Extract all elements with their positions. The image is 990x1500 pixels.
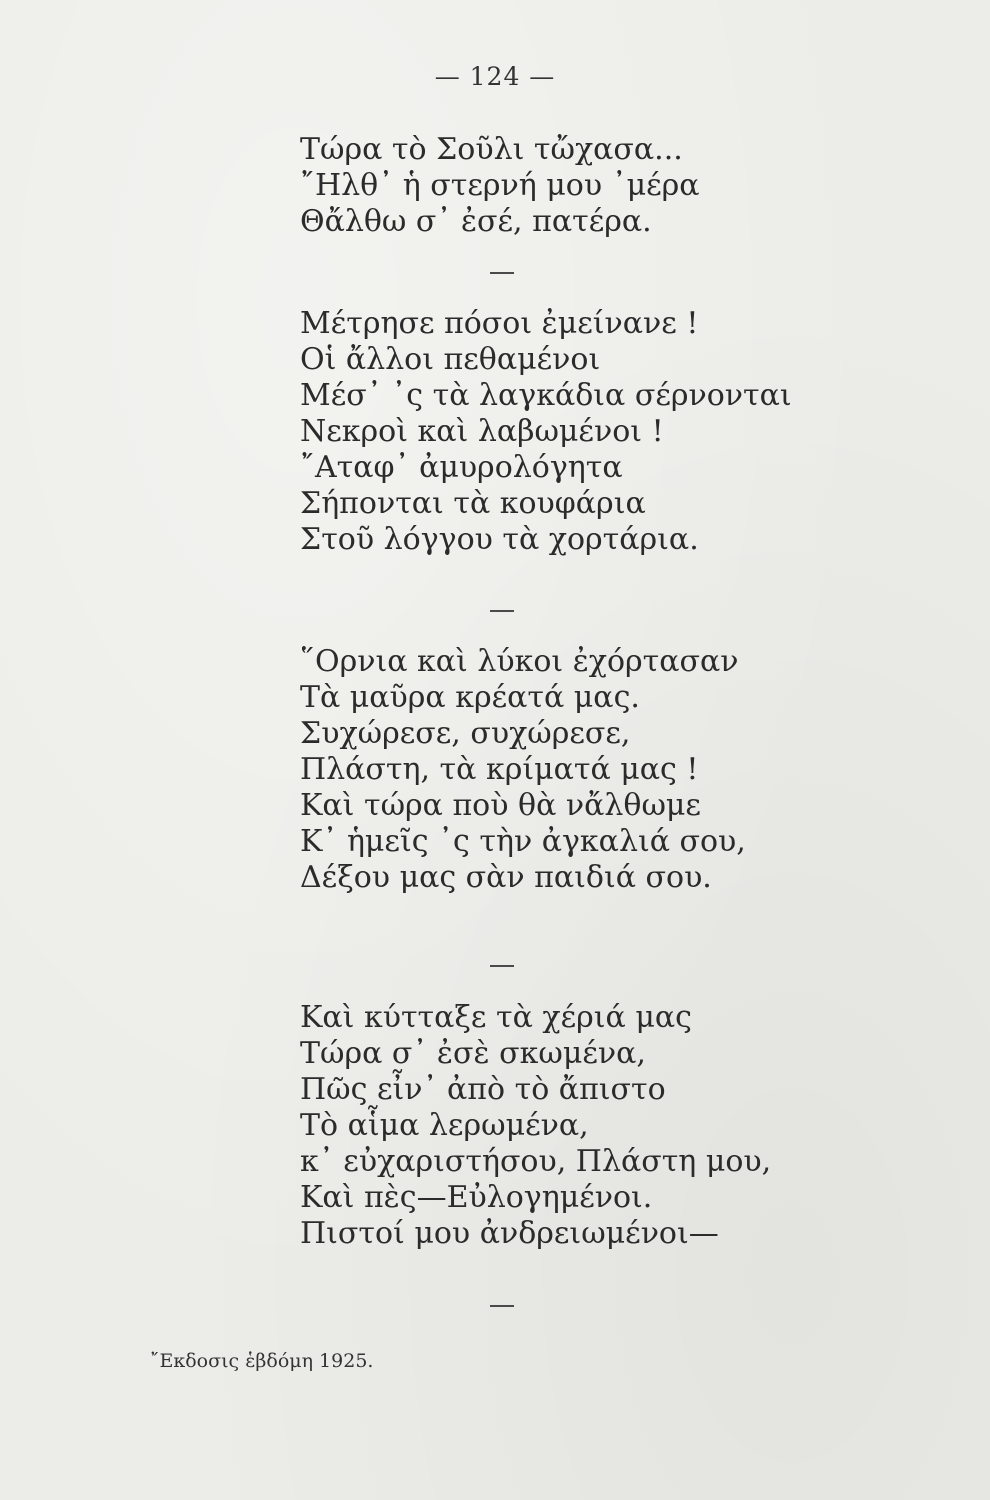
poem-line: Θἄλθω σ᾿ ἐσέ, πατέρα.	[300, 204, 652, 239]
poem-line: Κ᾿ ἡμεῖς ᾿ς τὴν ἀγκαλιά σου,	[300, 824, 746, 859]
poem-line: ῞Ορνια καὶ λύκοι ἐχόρτασαν	[300, 644, 739, 679]
poem-line: Πῶς εἶν᾿ ἀπὸ τὸ ἄπιστο	[300, 1072, 666, 1107]
poem-line: Νεκροὶ καὶ λαβωμένοι !	[300, 414, 664, 449]
stanza-2	[300, 306, 940, 558]
poem-line: Οἱ ἄλλοι πεθαμένοι	[300, 342, 601, 377]
poem-line: Πλάστη, τὰ κρίματά μας !	[300, 752, 699, 787]
stanza-separator	[490, 610, 514, 612]
stanza-1	[300, 132, 940, 240]
poem-line: Τὰ μαῦρα κρέατά μας.	[300, 680, 640, 715]
poem-line: Τώρα τὸ Σοῦλι τὤχασα...	[300, 132, 683, 167]
page-number: — 124 —	[434, 62, 556, 91]
stanza-4	[300, 1000, 940, 1252]
poem-line: Καὶ τώρα ποὺ θὰ νἄλθωμε	[300, 788, 701, 823]
poem-line: ῎Ηλθ᾿ ἡ στερνή μου ᾿μέρα	[300, 168, 700, 203]
stanza-3	[300, 644, 940, 896]
poem-line: Μέσ᾿ ᾿ς τὰ λαγκάδια σέρνονται	[300, 378, 792, 413]
stanza-separator	[490, 1305, 514, 1307]
poem-line: Τώρα σ᾿ ἐσὲ σκωμένα,	[300, 1036, 646, 1071]
poem-line: Πιστοί μου ἀνδρειωμένοι—	[300, 1216, 719, 1251]
poem-line: Μέτρησε πόσοι ἐμείνανε !	[300, 306, 699, 341]
stanza-separator	[490, 965, 514, 967]
edition-footnote: ῎Εκδοσις ἑβδόμη 1925.	[150, 1350, 374, 1372]
poem-line: Δέξου μας σὰν παιδιά σου.	[300, 860, 712, 895]
poem-line: Συχώρεσε, συχώρεσε,	[300, 716, 631, 751]
poem-line: Καὶ πὲς—Εὐλογημένοι.	[300, 1180, 653, 1215]
poem-line: Τὸ αἷμα λερωμένα,	[300, 1108, 589, 1143]
poem-line: Σήπονται τὰ κουφάρια	[300, 486, 646, 521]
poem-line: κ᾿ εὐχαριστήσου, Πλάστη μου,	[300, 1144, 772, 1179]
poem-line: ῎Αταφ᾿ ἀμυρολόγητα	[300, 450, 623, 485]
poem-line: Στοῦ λόγγου τὰ χορτάρια.	[300, 522, 699, 557]
stanza-separator	[490, 272, 514, 274]
poem-line: Καὶ κύτταξε τὰ χέριά μας	[300, 1000, 692, 1035]
